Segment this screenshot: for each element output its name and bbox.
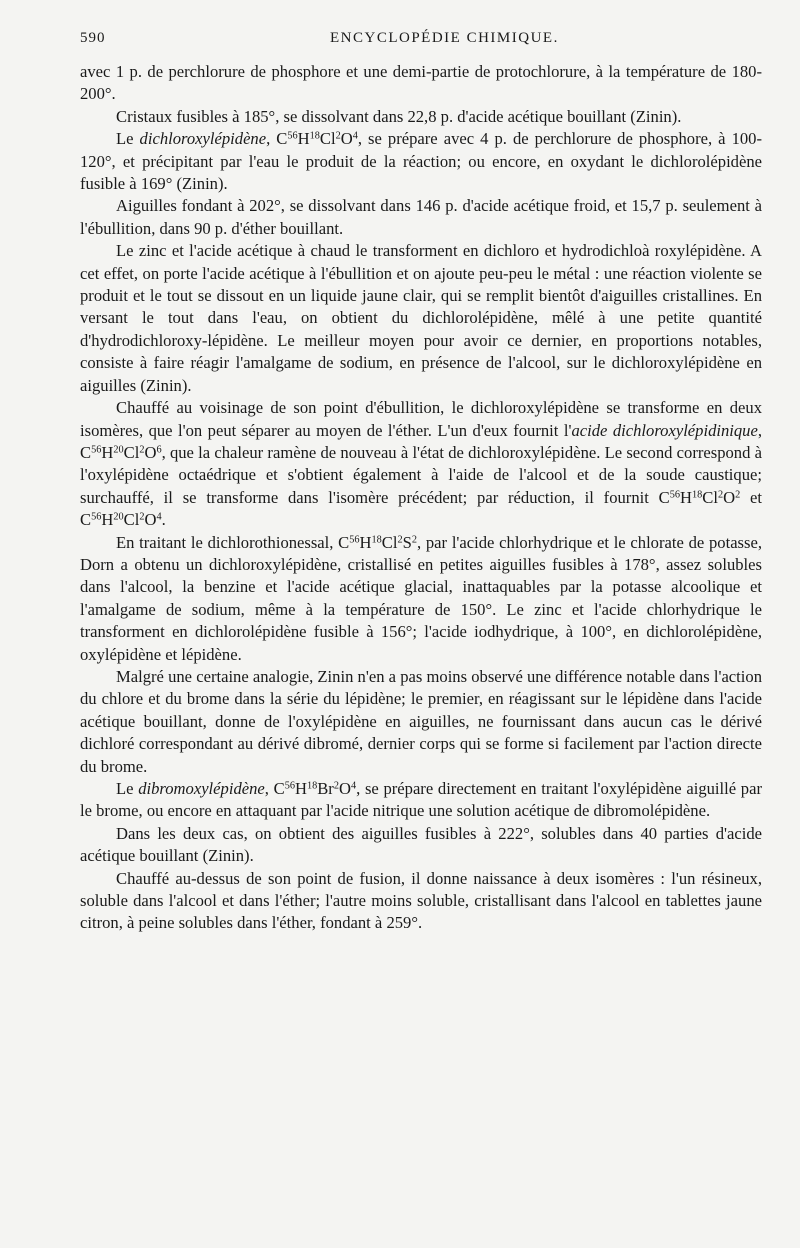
formula-subscript: 2 <box>717 489 724 501</box>
text-run: Dans les deux cas, on obtient des aiguilles fusibles à 222°, solubles dans 40 parties d'acide acétique bouillant (Zinin). <box>80 823 762 866</box>
formula-subscript: 18 <box>309 130 320 142</box>
running-title: ENCYCLOPÉDIE CHIMIQUE. <box>330 30 559 46</box>
text-run: , se prépare avec 4 p. de perchlorure de phosphore, à 100-120°, et précipitant par l'eau le produit de la réaction; ou encore, en oxydant le dichlorolépidène fusible à 169° (Zinin). <box>80 129 762 194</box>
formula-subscript: 56 <box>91 444 102 456</box>
paragraph <box>80 195 762 240</box>
text-run: O <box>723 487 736 507</box>
text-run: O <box>144 510 157 530</box>
text-run: Cl <box>123 510 140 530</box>
text-run: H <box>680 487 692 507</box>
text-run: avec 1 p. de perchlorure de phosphore et une demi-partie de protochlorure, à la température de 180-200°. <box>80 62 762 104</box>
paragraph <box>80 823 762 868</box>
formula-subscript: 6 <box>156 444 162 456</box>
text-run: . <box>161 510 166 530</box>
paragraph <box>80 128 762 195</box>
text-run: , que la chaleur ramène de nouveau à l'état de dichloroxylépidène. Le second correspond à l'oxylépidène octaédrique et s'obtient également à l'aide de l'alcool et de la soude caustique; surchauffé, il se transforme dans l'isomère précédent; par réduction, il fournit C <box>80 442 762 507</box>
text-run: O <box>338 779 351 798</box>
text-run: Le <box>116 779 139 798</box>
text-run: Cl <box>319 129 336 149</box>
compound-name: acide dichloroxylépidinique <box>571 420 758 440</box>
formula-subscript: 56 <box>349 533 360 545</box>
formula-subscript: 2 <box>335 130 341 142</box>
text-run: , par l'acide chlorhydrique et le chlorate de potasse, Dorn a obtenu un dichloroxylépidène, cristallisé en petites aiguilles fusibles à 178°, assez solubles dans l'alcool, la benzine et l'acide acétique glacial, inattaquables par la potasse alcoolique et l'amalgame de sodium, même à la température de 150°. Le zinc et l'acide chlorhydrique le transforment en dichlorolépidène fusible à 156°; l'acide iodhydrique, à 100°, en dichlorolépidène, oxylépidène et lépidène. <box>80 532 762 664</box>
formula-subscript: 18 <box>306 780 318 792</box>
text-run: Aiguilles fondant à 202°, se dissolvant dans 146 p. d'acide acétique froid, et 15,7 p. seulement à l'ébullition, dans 90 p. d'éther bouillant. <box>80 196 762 238</box>
formula-subscript: 2 <box>139 444 145 456</box>
formula-subscript: 2 <box>333 780 339 792</box>
formula-subscript: 4 <box>156 511 162 523</box>
text-run: Cl <box>702 487 718 507</box>
body-text <box>80 61 762 935</box>
formula-subscript: 18 <box>691 489 703 501</box>
text-run: H <box>294 779 307 798</box>
formula-subscript: 2 <box>397 533 403 545</box>
paragraph <box>80 666 762 778</box>
text-run: Cl <box>123 442 140 462</box>
text-run: Le zinc et l'acide acétique à chaud le transforment en dichloro et hydrodichloà roxylépidène. A cet effet, on porte l'acide acétique à l'ébullition et on ajoute peu-peu le métal : une réaction violente se produit et le tout se dissout en un liquide jaune clair, qui se remplit bientôt d'aiguilles cristallines. En versant le tout dans l'eau, on obtient du dichlorolépidène, mêlé à une petite quantité d'hydrodichloroxy-lépidène. Le meilleur moyen pour avoir ce dernier, en proportions notables, consiste à faire réagir l'amalgame de sodium, en présence de l'alcool, sur le dichloroxylépidène en aiguilles (Zinin). <box>80 241 762 395</box>
text-run: Chauffé au-dessus de son point de fusion, il donne naissance à deux isomères : l'un résineux, soluble dans l'alcool et dans l'éther; l'autre moins soluble, cristallisant dans l'alcool en tablettes jaune citron, à peine solubles dans l'éther, fondant à 259°. <box>80 868 762 933</box>
formula-subscript: 2 <box>735 489 741 501</box>
compound-name: dichloroxylépidène <box>139 129 267 149</box>
text-run: Chauffé au voisinage de son point d'ébullition, le dichloroxylépidène se transforme en deux isomères, que l'on peut séparer au moyen de l'éther. L'un d'eux fournit l' <box>80 398 762 440</box>
running-header <box>80 30 762 47</box>
paragraph <box>80 106 762 128</box>
paragraph <box>80 397 762 531</box>
text-run: , C <box>264 779 285 798</box>
text-run: O <box>144 442 157 462</box>
paragraph <box>80 532 762 666</box>
text-run: S <box>402 532 412 552</box>
paragraph <box>80 240 762 397</box>
formula-subscript: 56 <box>669 489 680 501</box>
text-run: En traitant le dichlorothionessal, C <box>116 532 350 552</box>
formula-subscript: 20 <box>113 444 124 456</box>
formula-subscript: 56 <box>287 130 298 142</box>
paragraph <box>80 868 762 935</box>
text-run: Malgré une certaine analogie, Zinin n'en a pas moins observé une différence notable dans l'action du chlore et du brome dans la série du lépidène; le premier, en réagissant sur le lépidène dans l'acide acétique bouillant, donne de l'oxylépidène en aiguilles, ne fournissant dans aucun cas le dérivé dichloré correspondant au dérivé dibromé, dernier corps qui se forme si facilement par l'action directe du brome. <box>80 666 762 776</box>
formula-subscript: 4 <box>350 780 357 792</box>
formula-subscript: 2 <box>411 533 417 545</box>
text-run: H <box>101 510 114 530</box>
text-run: Le <box>116 129 140 149</box>
text-run: Cristaux fusibles à 185°, se dissolvant dans 22,8 p. d'acide acétique bouillant (Zinin). <box>116 106 682 126</box>
text-run: et C <box>80 487 762 530</box>
formula-subscript: 56 <box>284 780 295 792</box>
paragraph <box>80 61 762 106</box>
formula-subscript: 2 <box>139 511 145 523</box>
text-run: , se prépare directement en traitant l'oxylépidène aiguillé par le brome, ou encore en attaquant par l'acide nitrique une solution acétique de dibromolépidène. <box>80 779 762 821</box>
text-run: , C <box>266 129 288 149</box>
formula-subscript: 18 <box>371 533 382 545</box>
text-run: O <box>340 129 353 149</box>
formula-subscript: 4 <box>352 130 358 142</box>
text-run: , C <box>80 420 763 462</box>
formula-subscript: 56 <box>91 511 102 523</box>
text-run: Br <box>317 779 334 798</box>
text-run: H <box>101 442 114 462</box>
page-number: 590 <box>80 30 106 46</box>
text-run: H <box>297 129 310 149</box>
compound-name: dibromoxylépidène <box>138 779 265 798</box>
paragraph <box>80 778 762 823</box>
formula-subscript: 20 <box>113 511 124 523</box>
text-run: Cl <box>381 532 398 552</box>
text-run: H <box>359 532 372 552</box>
